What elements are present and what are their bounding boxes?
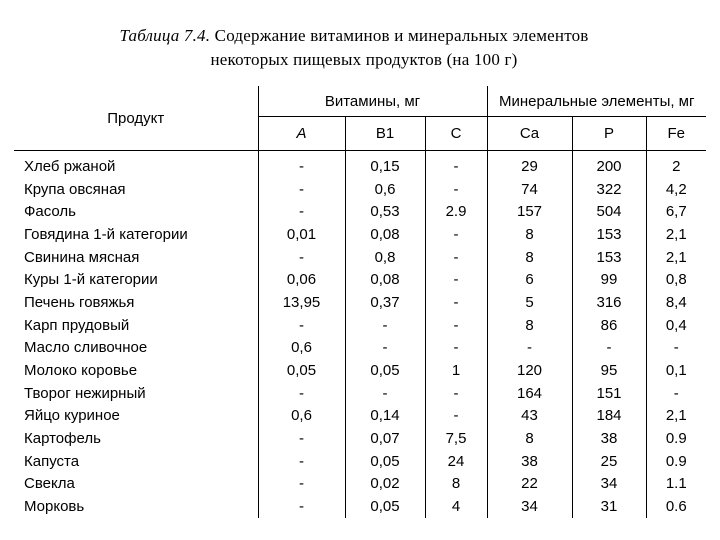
cell-b1: 0,53 [345, 200, 425, 223]
cell-fe: 6,7 [665, 203, 687, 221]
cell-c: 8 [425, 473, 487, 496]
cell-c: 1 [425, 359, 487, 382]
cell-b1: 0,05 [345, 359, 425, 382]
table-row [14, 223, 706, 246]
cell-c: - [425, 405, 487, 428]
cell-b1: - [345, 382, 425, 405]
cell-fe: 0,4 [665, 316, 687, 334]
product-name: Фасоль [14, 200, 258, 223]
cell-ca: 8 [487, 427, 572, 450]
cell-b1: - [345, 314, 425, 337]
cell-b1: - [345, 337, 425, 360]
cell-ca: 34 [487, 495, 572, 518]
cell-ca: 5 [487, 291, 572, 314]
cell-a: 0,01 [258, 223, 345, 246]
cell-p: 184 [572, 405, 646, 428]
cell-fe: 0.9 [665, 452, 687, 470]
cell-a: - [258, 450, 345, 473]
cell-fe: 1.1 [665, 475, 687, 493]
table-row [14, 337, 706, 360]
product-name: Яйцо куриное [14, 405, 258, 428]
cell-c: 4 [425, 495, 487, 518]
product-name: Молоко коровье [14, 359, 258, 382]
cell-ca: 22 [487, 473, 572, 496]
cell-b1: 0,37 [345, 291, 425, 314]
cell-ca: 74 [487, 178, 572, 201]
cell-ca: 6 [487, 268, 572, 291]
product-name: Капуста [14, 450, 258, 473]
cell-p: 95 [572, 359, 646, 382]
cell-ca: - [487, 337, 572, 360]
product-name: Свекла [14, 473, 258, 496]
product-name: Крупа овсяная [14, 178, 258, 201]
cell-a: - [258, 314, 345, 337]
cell-ca: 29 [487, 151, 572, 178]
cell-a: 0,05 [258, 359, 345, 382]
table-row [14, 268, 706, 291]
cell-p: - [572, 337, 646, 360]
cell-ca: 120 [487, 359, 572, 382]
table-row [14, 450, 706, 473]
product-header: Продукт [14, 86, 258, 151]
minerals-header: Минеральные элементы, мг [487, 86, 706, 117]
cell-ca: 43 [487, 405, 572, 428]
col-header-fe: Fe [646, 117, 706, 151]
table-title-line-2: некоторых пищевых продуктов (на 100 г) [210, 50, 518, 69]
cell-b1: 0,05 [345, 450, 425, 473]
col-header-ca: Ca [487, 117, 572, 151]
table-number-label: Таблица 7.4. [119, 26, 211, 45]
cell-ca: 164 [487, 382, 572, 405]
product-name: Масло сливочное [14, 337, 258, 360]
cell-b1: 0,02 [345, 473, 425, 496]
cell-a: - [258, 151, 345, 178]
table-row [14, 495, 706, 518]
cell-p: 31 [572, 495, 646, 518]
cell-p: 504 [572, 200, 646, 223]
product-name: Морковь [14, 495, 258, 518]
table-row [14, 200, 706, 223]
cell-fe: 0.9 [665, 430, 687, 448]
cell-ca: 8 [487, 246, 572, 269]
cell-b1: 0,08 [345, 268, 425, 291]
cell-c: - [425, 382, 487, 405]
product-name: Хлеб ржаной [14, 151, 258, 178]
cell-fe: - [673, 384, 679, 402]
cell-p: 316 [572, 291, 646, 314]
vitamins-header: Витамины, мг [258, 86, 487, 117]
product-name: Куры 1-й категории [14, 268, 258, 291]
cell-fe: 2 [672, 157, 681, 175]
col-header-a: A [258, 117, 345, 151]
cell-fe: - [673, 339, 679, 357]
cell-fe: 8,4 [665, 293, 687, 311]
cell-a: - [258, 200, 345, 223]
cell-p: 34 [572, 473, 646, 496]
table-row [14, 151, 706, 178]
cell-c: - [425, 268, 487, 291]
product-name: Картофель [14, 427, 258, 450]
product-name: Творог нежирный [14, 382, 258, 405]
product-name: Свинина мясная [14, 246, 258, 269]
cell-ca: 8 [487, 223, 572, 246]
cell-c: - [425, 314, 487, 337]
cell-a: - [258, 382, 345, 405]
cell-a: 13,95 [258, 291, 345, 314]
col-header-b1: B1 [345, 117, 425, 151]
table-row [14, 178, 706, 201]
table-row [14, 359, 706, 382]
cell-p: 86 [572, 314, 646, 337]
cell-p: 153 [572, 223, 646, 246]
cell-b1: 0,07 [345, 427, 425, 450]
cell-p: 322 [572, 178, 646, 201]
cell-c: - [425, 246, 487, 269]
cell-c: - [425, 223, 487, 246]
cell-fe: 0.6 [665, 498, 687, 516]
cell-a: 0,6 [258, 337, 345, 360]
cell-c: 7,5 [425, 427, 487, 450]
product-name: Карп прудовый [14, 314, 258, 337]
cell-ca: 8 [487, 314, 572, 337]
table-caption-line-1 [0, 26, 714, 46]
cell-b1: 0,6 [345, 178, 425, 201]
cell-p: 153 [572, 246, 646, 269]
cell-p: 25 [572, 450, 646, 473]
table-row [14, 405, 706, 428]
cell-ca: 157 [487, 200, 572, 223]
cell-a: - [258, 473, 345, 496]
cell-ca: 38 [487, 450, 572, 473]
cell-p: 38 [572, 427, 646, 450]
table-row [14, 473, 706, 496]
cell-b1: 0,8 [345, 246, 425, 269]
cell-c: 24 [425, 450, 487, 473]
cell-p: 200 [572, 151, 646, 178]
col-header-c: C [425, 117, 487, 151]
cell-c: - [425, 337, 487, 360]
table-row [14, 314, 706, 337]
cell-a: - [258, 246, 345, 269]
cell-fe: 0,8 [665, 271, 687, 289]
cell-fe: 2,1 [665, 248, 687, 266]
table-row [14, 246, 706, 269]
table-row [14, 291, 706, 314]
col-header-p: P [572, 117, 646, 151]
table-title-line-1: Содержание витаминов и минеральных элементов [210, 26, 589, 45]
cell-a: - [258, 495, 345, 518]
cell-c: - [425, 151, 487, 178]
cell-p: 99 [572, 268, 646, 291]
product-name: Печень говяжья [14, 291, 258, 314]
table-row [14, 382, 706, 405]
cell-c: 2.9 [425, 200, 487, 223]
cell-fe: 2,1 [665, 407, 687, 425]
nutrition-table [14, 86, 706, 518]
cell-fe: 2,1 [665, 225, 687, 243]
cell-b1: 0,14 [345, 405, 425, 428]
table-row [14, 427, 706, 450]
cell-c: - [425, 291, 487, 314]
cell-b1: 0,05 [345, 495, 425, 518]
cell-b1: 0,08 [345, 223, 425, 246]
cell-fe: 0,1 [665, 362, 687, 380]
cell-fe: 4,2 [665, 180, 687, 198]
cell-b1: 0,15 [345, 151, 425, 178]
cell-a: 0,06 [258, 268, 345, 291]
cell-c: - [425, 178, 487, 201]
cell-a: - [258, 178, 345, 201]
cell-a: - [258, 427, 345, 450]
product-name: Говядина 1-й категории [14, 223, 258, 246]
cell-a: 0,6 [258, 405, 345, 428]
cell-p: 151 [572, 382, 646, 405]
